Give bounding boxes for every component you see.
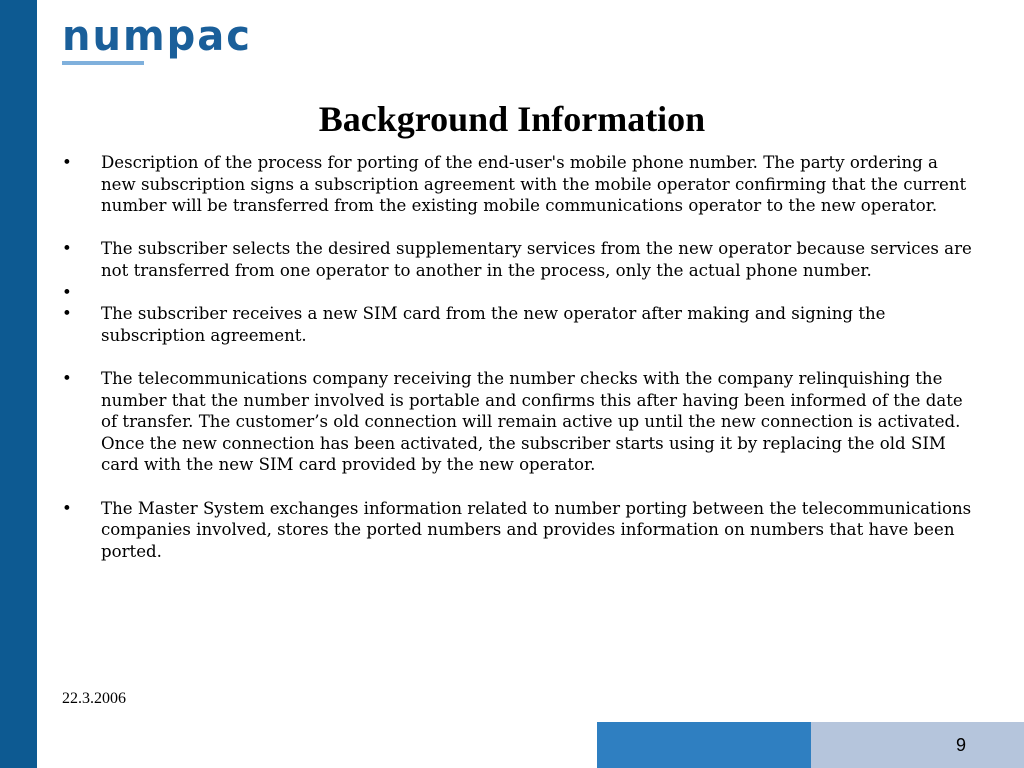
bullet-text [101,282,972,304]
bullet-item [62,498,972,563]
bullet-marker: • [62,498,72,518]
bullet-marker: • [62,368,72,388]
left-accent-bar [0,0,37,768]
footer-block-light [811,722,1024,768]
footer-date: 22.3.2006 [62,690,126,707]
bullet-item [62,152,972,217]
bullet-item [62,303,972,346]
logo-wordmark: numpac [62,11,252,61]
bullet-text: The telecommunications company receiving the number checks with the company relinquishing the number that the number involved is portable and confirms this after having been informed of the date of transfer. The customer’s old connection will remain active up until the new connection is activated. Once the new connection has been activated, the subscriber starts using it by replacing the old SIM card with the new SIM card provided by the new operator. [101,368,963,475]
bullet-list [62,152,972,562]
bullet-text: The subscriber selects the desired supplementary services from the new operator because services are not transferred from one operator to another in the process, only the actual phone number. [101,239,972,280]
slide-title: Background Information [318,99,706,139]
bullet-marker: • [62,153,72,172]
bullet-marker: • [62,239,72,259]
page-number: 9 [955,735,966,755]
footer-block-dark [597,722,811,768]
bullet-text: The Master System exchanges information related to number porting between the telecommunications companies involved, stores the ported numbers and provides information on numbers that have been ported. [101,498,972,561]
numpac-logo [62,11,252,65]
bullet-item [62,238,972,281]
bullet-item [62,368,972,476]
bullet-item [62,282,972,304]
bullet-marker: • [62,282,72,302]
bullet-text: The subscriber receives a new SIM card from the new operator after making and signing the subscription agreement. [101,304,886,345]
bullet-text: Description of the process for porting of the end-user's mobile phone number. The party ordering a new subscription signs a subscription agreement with the mobile operator confirming that the current number will be transferred from the existing mobile communications operator to the new operator. [101,153,967,216]
bullet-marker: • [62,304,72,324]
logo-underline [62,61,144,65]
